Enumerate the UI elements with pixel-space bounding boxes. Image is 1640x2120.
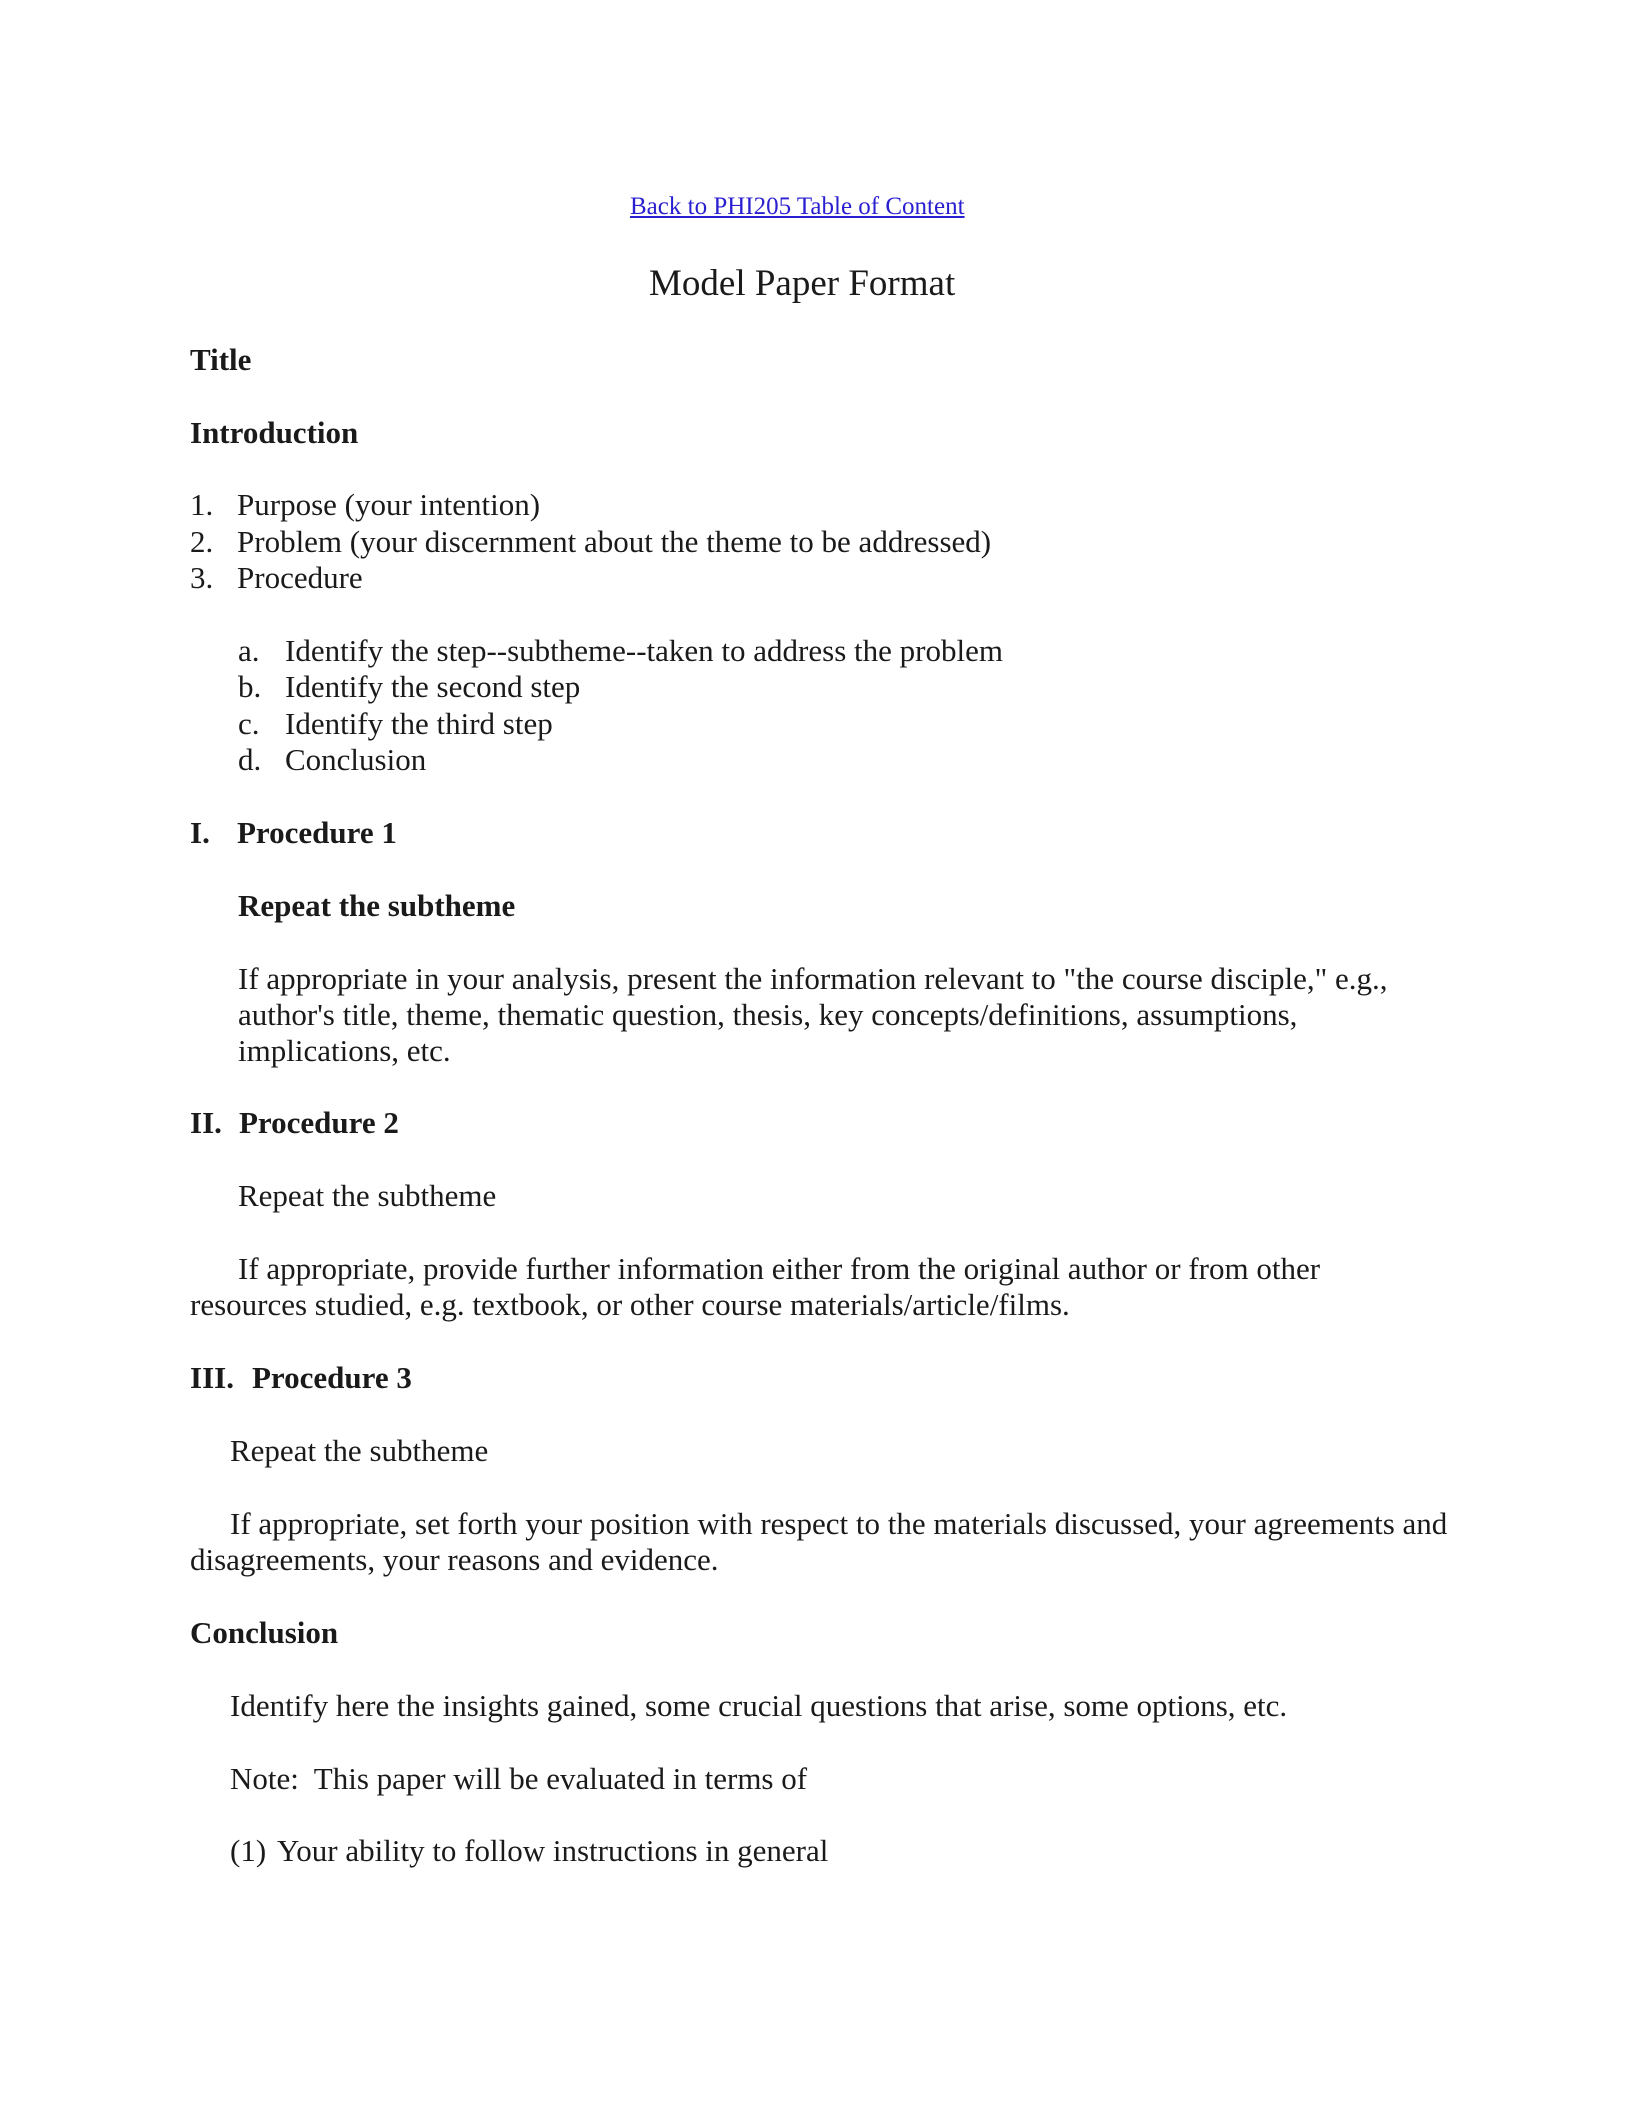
heading-text: Procedure 3 (252, 1360, 412, 1395)
list-text: Identify the second step (285, 669, 581, 704)
list-letter: c. (238, 706, 260, 741)
procedure-1-body: If appropriate in your analysis, present the information relevant to "the course disciple," e.g., author's title, theme, thematic question, thesis, key concepts/definitions, assumptions, implications, etc. (238, 961, 1388, 1068)
roman-numeral: II. (190, 1105, 222, 1140)
conclusion-heading: Conclusion (190, 1615, 339, 1650)
list-text: Identify the step--subtheme--taken to address the problem (285, 633, 1003, 668)
criteria-number: (1) (230, 1833, 267, 1868)
heading-text: Procedure 2 (239, 1105, 399, 1140)
conclusion-body: Identify here the insights gained, some crucial questions that arise, some options, etc. (230, 1688, 1288, 1723)
list-item (238, 633, 1003, 669)
back-to-table-of-content-link[interactable]: Back to PHI205 Table of Content (630, 193, 965, 220)
criteria-item (230, 1833, 828, 1869)
title-heading: Title (190, 342, 252, 377)
list-letter: b. (238, 669, 262, 704)
list-letter: a. (238, 633, 260, 668)
list-letter: d. (238, 742, 262, 777)
criteria-text: Your ability to follow instructions in general (277, 1833, 829, 1868)
list-item (190, 560, 363, 596)
roman-numeral: III. (190, 1360, 234, 1395)
list-text: Conclusion (285, 742, 427, 777)
introduction-heading: Introduction (190, 415, 359, 450)
list-number: 2. (190, 524, 214, 559)
list-item (238, 706, 553, 742)
procedure-3-body: If appropriate, set forth your position with respect to the materials discussed, your agreements and disagreements, your reasons and evidence. (190, 1506, 1448, 1577)
evaluation-note: Note: This paper will be evaluated in terms of (230, 1761, 808, 1796)
list-text: Problem (your discernment about the theme to be addressed) (237, 524, 992, 559)
procedure-3-heading (190, 1360, 412, 1396)
procedure-1-heading (190, 815, 397, 851)
list-item (238, 669, 580, 705)
list-number: 3. (190, 560, 214, 595)
list-text: Identify the third step (285, 706, 553, 741)
procedure-2-subheading: Repeat the subtheme (238, 1178, 497, 1213)
list-text: Procedure (237, 560, 363, 595)
list-text: Purpose (your intention) (237, 487, 541, 522)
roman-numeral: I. (190, 815, 210, 850)
list-item (238, 742, 426, 778)
page-title: Model Paper Format (649, 263, 956, 304)
procedure-1-subheading: Repeat the subtheme (238, 888, 516, 923)
list-number: 1. (190, 487, 214, 522)
list-item (190, 524, 991, 560)
procedure-3-subheading: Repeat the subtheme (230, 1433, 489, 1468)
heading-text: Procedure 1 (237, 815, 397, 850)
procedure-2-heading (190, 1105, 399, 1141)
procedure-2-body: If appropriate, provide further information either from the original author or from other resources studied, e.g. textbook, or other course materials/article/films. (190, 1251, 1321, 1322)
list-item (190, 487, 540, 523)
